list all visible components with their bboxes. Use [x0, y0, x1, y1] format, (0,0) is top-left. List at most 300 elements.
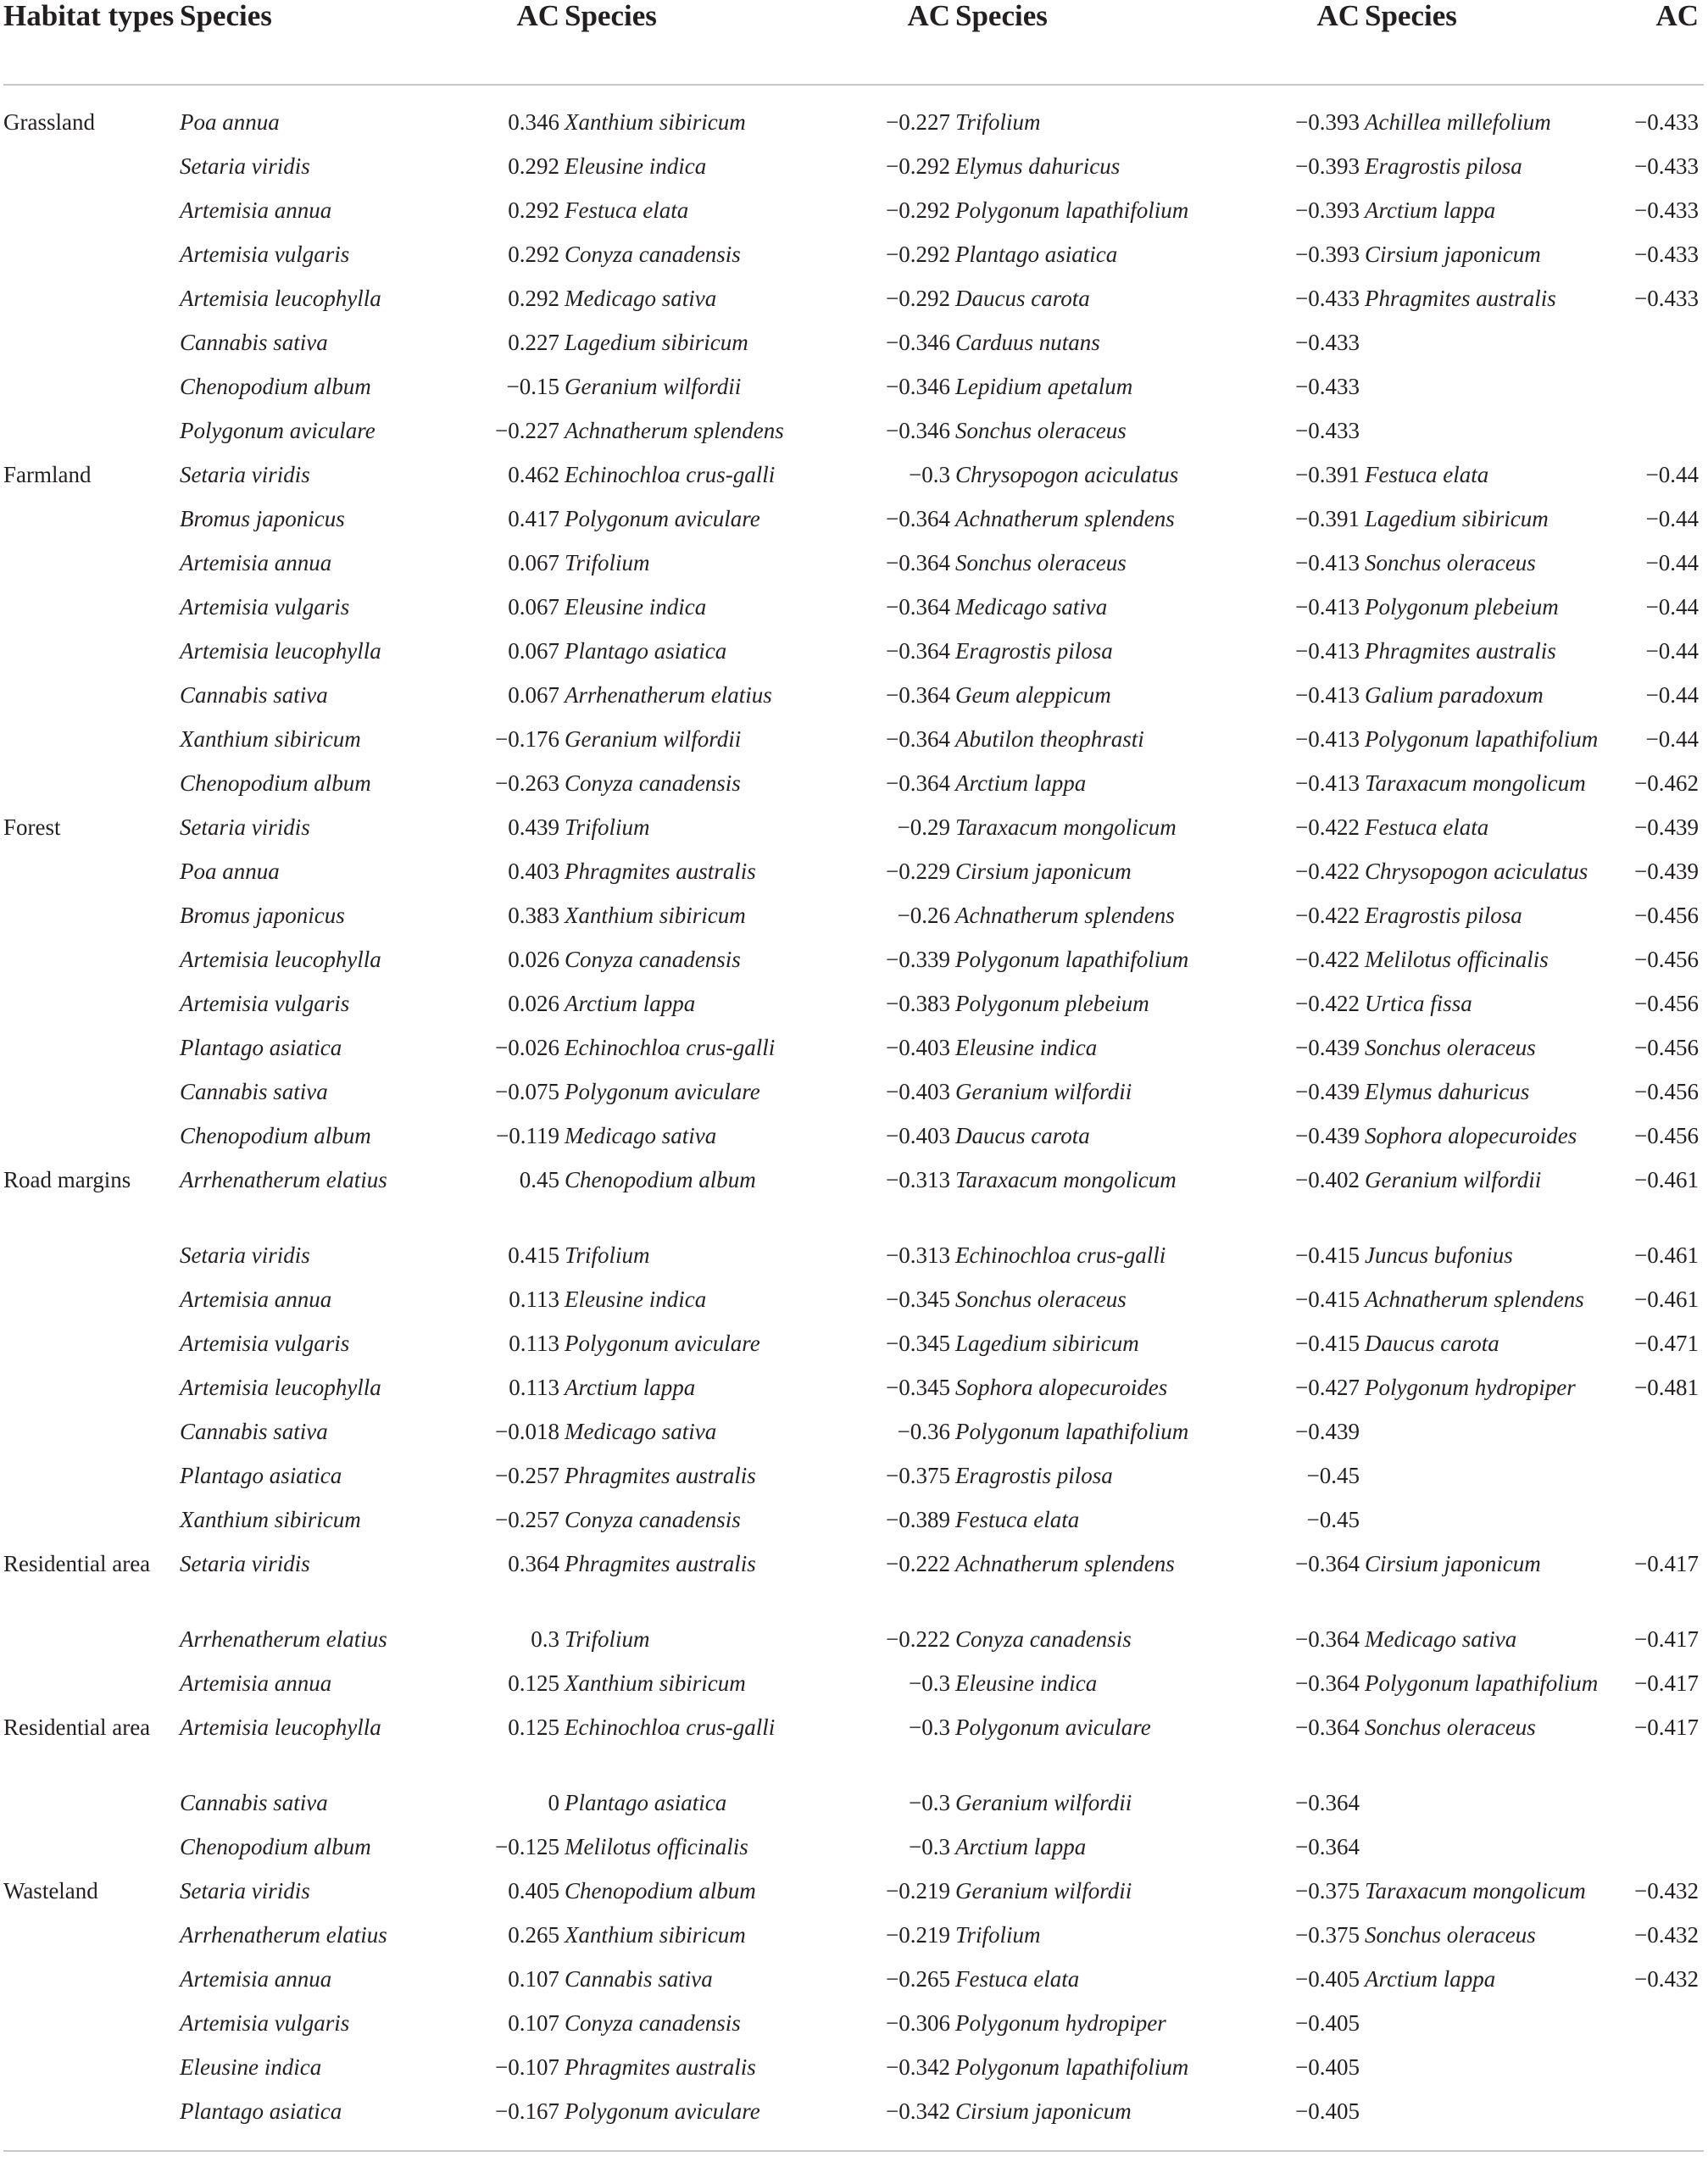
ac-value-cell: 0.383	[508, 903, 559, 928]
species-cell: Echinochloa crus-galli	[565, 462, 776, 487]
ac-value-cell	[1611, 2052, 1704, 2096]
table-row	[3, 1284, 1704, 1328]
species-cell: Taraxacum mongolicum	[955, 814, 1177, 840]
ac-value-cell: −0.222	[886, 1626, 950, 1652]
ac-value-cell: −0.3	[909, 1790, 950, 1815]
ac-value-cell: −0.405	[1295, 2054, 1360, 2080]
species-cell: Trifolium	[565, 550, 650, 575]
ac-value-cell: −0.364	[1295, 1670, 1360, 1696]
ac-value-cell: 0.405	[508, 1878, 559, 1904]
table-row	[3, 1120, 1704, 1164]
header-habitat-types: Habitat types	[3, 0, 180, 85]
ac-value-cell: 0.113	[509, 1331, 559, 1356]
table-row	[3, 2096, 1704, 2151]
species-cell: Chenopodium album	[565, 1167, 756, 1192]
ac-value-cell: −0.402	[1295, 1167, 1360, 1192]
species-cell: Plantago asiatica	[565, 1790, 727, 1815]
ac-value-cell: −0.456	[1634, 1123, 1699, 1148]
species-cell: Daucus carota	[955, 286, 1090, 311]
table-row	[3, 1076, 1704, 1120]
species-cell: Phragmites australis	[565, 1463, 756, 1488]
table-row	[3, 2052, 1704, 2096]
habitat-type-cell	[3, 1032, 180, 1076]
species-cell: Eragrostis pilosa	[1365, 903, 1522, 928]
ac-value-cell: −0.167	[453, 2096, 565, 2151]
species-cell: Eleusine indica	[955, 1035, 1098, 1060]
ac-value-cell: −0.346	[886, 418, 950, 443]
species-cell: Cirsium japonicum	[955, 859, 1132, 884]
ac-value-cell	[1611, 415, 1704, 459]
species-cell: Setaria viridis	[180, 1551, 310, 1576]
ac-value-cell: −0.471	[1634, 1331, 1699, 1356]
ac-value-cell: −0.461	[1634, 1167, 1699, 1192]
table-row	[3, 1416, 1704, 1460]
species-cell: Setaria viridis	[180, 1242, 310, 1268]
species-cell: Carduus nutans	[955, 330, 1100, 355]
species-cell: Polygonum aviculare	[955, 1715, 1151, 1740]
habitat-type-cell	[3, 503, 180, 547]
ac-value-cell: −0.107	[495, 2054, 559, 2080]
ac-value-cell: −0.342	[843, 2096, 955, 2151]
species-cell: Cirsium japonicum	[1365, 242, 1541, 267]
habitat-type-cell	[3, 1964, 180, 2008]
species-cell: Festuca elata	[1365, 814, 1489, 840]
ac-value-cell: −0.026	[495, 1035, 559, 1060]
ac-value-cell: −0.433	[1634, 286, 1699, 311]
species-cell: Chrysopogon aciculatus	[955, 462, 1179, 487]
table-row	[3, 636, 1704, 680]
species-cell: Artemisia annua	[180, 197, 332, 223]
ac-value-cell: −0.439	[1634, 859, 1699, 884]
ac-value-cell: −0.456	[1634, 903, 1699, 928]
species-cell: Medicago sativa	[955, 594, 1108, 620]
ac-value-cell: −0.15	[506, 374, 559, 399]
species-cell: Chenopodium album	[180, 374, 371, 399]
species-cell: Artemisia vulgaris	[180, 991, 350, 1016]
habitat-type-cell: Forest	[3, 814, 61, 840]
ac-value-cell: −0.257	[495, 1463, 559, 1488]
ac-value-cell: −0.44	[1645, 594, 1699, 620]
species-cell: Sonchus oleraceus	[955, 1287, 1127, 1312]
ac-value-cell: −0.415	[1295, 1331, 1360, 1356]
species-cell: Medicago sativa	[1365, 1626, 1517, 1652]
species-cell: Poa annua	[180, 109, 280, 135]
ac-value-cell: 0.107	[508, 1966, 559, 1992]
ac-value-cell: −0.433	[1634, 197, 1699, 223]
species-cell: Cirsium japonicum	[955, 2096, 1255, 2151]
species-cell: Artemisia vulgaris	[180, 2010, 350, 2036]
species-cell: Eleusine indica	[565, 153, 707, 179]
species-cell: Polygonum aviculare	[565, 2096, 843, 2151]
ac-value-cell: −0.229	[886, 859, 950, 884]
species-cell: Daucus carota	[1365, 1331, 1499, 1356]
species-cell: Melilotus officinalis	[565, 1834, 748, 1859]
species-cell: Cannabis sativa	[180, 1079, 328, 1104]
table-row	[3, 812, 1704, 856]
ac-value-cell	[1611, 371, 1704, 415]
header-species-4: Species	[1365, 0, 1611, 85]
ac-value-cell: −0.433	[1295, 418, 1360, 443]
ac-value-cell: −0.427	[1295, 1375, 1360, 1400]
species-cell: Xanthium sibiricum	[180, 726, 361, 752]
ac-value-cell: −0.417	[1634, 1715, 1699, 1740]
ac-value-cell: −0.393	[1295, 197, 1360, 223]
habitat-type-cell	[3, 547, 180, 592]
ac-value-cell: −0.292	[886, 286, 950, 311]
species-cell: Xanthium sibiricum	[180, 1507, 361, 1532]
species-cell: Artemisia leucophylla	[180, 1375, 381, 1400]
ac-value-cell: −0.222	[886, 1551, 950, 1576]
table-row	[3, 1328, 1704, 1372]
ac-value-cell: −0.403	[886, 1123, 950, 1148]
species-cell: Festuca elata	[565, 197, 689, 223]
ac-value-cell: −0.346	[886, 374, 950, 399]
header-ac-4: AC	[1611, 0, 1704, 85]
ac-value-cell: 0.067	[508, 682, 559, 708]
table-row	[3, 547, 1704, 592]
ac-value-cell: −0.422	[1295, 903, 1360, 928]
species-cell: Sonchus oleraceus	[955, 550, 1127, 575]
ac-value-cell: 0.292	[508, 286, 559, 311]
ac-value-cell: −0.3	[909, 1670, 950, 1696]
species-cell: Arctium lappa	[565, 991, 696, 1016]
table-row	[3, 724, 1704, 768]
ac-value-cell: −0.413	[1295, 594, 1360, 620]
ac-value-cell: −0.417	[1634, 1670, 1699, 1696]
ac-value-cell: −0.375	[1295, 1922, 1360, 1948]
habitat-type-cell: Residential area	[3, 1551, 151, 1576]
species-cell: Sonchus oleraceus	[1365, 1035, 1536, 1060]
ac-value-cell: −0.456	[1634, 1035, 1699, 1060]
ac-value-cell: −0.422	[1295, 947, 1360, 972]
species-cell	[1365, 1787, 1611, 1831]
habitat-type-cell	[3, 680, 180, 724]
species-cell: Polygonum lapathifolium	[955, 947, 1189, 972]
species-cell: Setaria viridis	[180, 814, 310, 840]
species-cell: Phragmites australis	[565, 2054, 756, 2080]
species-cell: Plantago asiatica	[955, 242, 1118, 267]
ac-value-cell: −0.389	[886, 1507, 950, 1532]
species-cell: Taraxacum mongolicum	[1365, 770, 1586, 796]
species-cell: Trifolium	[565, 1242, 650, 1268]
ac-value-cell: 0.227	[508, 330, 559, 355]
species-cell: Achillea millefolium	[1365, 109, 1551, 135]
species-cell: Lagedium sibiricum	[1365, 506, 1549, 531]
table-row	[3, 503, 1704, 547]
habitat-type-cell	[3, 1372, 180, 1416]
ac-value-cell: −0.439	[1295, 1035, 1360, 1060]
species-cell: Elymus dahuricus	[1365, 1079, 1530, 1104]
ac-value-cell: −0.345	[886, 1375, 950, 1400]
ac-value-cell: −0.364	[886, 638, 950, 664]
table-row	[3, 1548, 1704, 1624]
species-cell: Polygonum plebeium	[955, 991, 1149, 1016]
ac-value-cell: −0.292	[886, 153, 950, 179]
ac-value-cell: 0.026	[508, 991, 559, 1016]
ac-value-cell: −0.439	[1295, 1079, 1360, 1104]
ac-value-cell: −0.364	[1295, 1715, 1360, 1740]
species-cell: Lagedium sibiricum	[955, 1331, 1139, 1356]
habitat-type-cell	[3, 900, 180, 944]
habitat-species-ac-table	[3, 0, 1704, 2152]
species-cell: Conyza canadensis	[565, 770, 741, 796]
table-row	[3, 1032, 1704, 1076]
table-row	[3, 1240, 1704, 1284]
header-row	[3, 0, 1704, 85]
habitat-type-cell	[3, 724, 180, 768]
species-cell: Melilotus officinalis	[1365, 947, 1549, 972]
habitat-type-cell	[3, 1416, 180, 1460]
ac-value-cell: −0.413	[1295, 638, 1360, 664]
species-cell: Sophora alopecuroides	[955, 1375, 1168, 1400]
ac-value-cell: −0.3	[909, 1715, 950, 1740]
species-cell: Eleusine indica	[565, 1287, 707, 1312]
species-cell: Artemisia leucophylla	[180, 638, 381, 664]
table-row	[3, 327, 1704, 371]
table-row	[3, 1712, 1704, 1787]
habitat-type-cell	[3, 1920, 180, 1964]
ac-value-cell: 0.107	[508, 2010, 559, 2036]
ac-value-cell	[1611, 1831, 1704, 1876]
ac-value-cell: −0.415	[1295, 1287, 1360, 1312]
ac-value-cell: −0.227	[886, 109, 950, 135]
species-cell: Xanthium sibiricum	[565, 109, 746, 135]
species-cell: Polygonum lapathifolium	[1365, 726, 1599, 752]
table-row	[3, 680, 1704, 724]
ac-value-cell: −0.263	[495, 770, 559, 796]
ac-value-cell: −0.306	[886, 2010, 950, 2036]
habitat-type-cell	[3, 371, 180, 415]
ac-value-cell: −0.313	[886, 1242, 950, 1268]
species-cell: Artemisia annua	[180, 1670, 332, 1696]
ac-value-cell: −0.405	[1255, 2096, 1365, 2151]
ac-value-cell: −0.393	[1295, 242, 1360, 267]
ac-value-cell: 0.292	[508, 153, 559, 179]
ac-value-cell: −0.433	[1295, 330, 1360, 355]
species-cell: Geranium wilfordii	[955, 1878, 1132, 1904]
ac-value-cell: −0.375	[1295, 1878, 1360, 1904]
habitat-type-cell	[3, 327, 180, 371]
species-cell: Taraxacum mongolicum	[955, 1167, 1177, 1192]
ac-value-cell: 0.113	[509, 1375, 559, 1400]
ac-value-cell: −0.403	[886, 1079, 950, 1104]
table-row	[3, 1876, 1704, 1920]
species-cell: Polygonum hydropiper	[955, 2010, 1166, 2036]
ac-value-cell: −0.422	[1295, 991, 1360, 1016]
species-cell: Sonchus oleraceus	[1365, 1715, 1536, 1740]
habitat-type-cell	[3, 151, 180, 195]
ac-value-cell: −0.364	[886, 550, 950, 575]
ac-value-cell: −0.433	[1295, 374, 1360, 399]
table-row	[3, 1964, 1704, 2008]
ac-value-cell: −0.364	[886, 682, 950, 708]
ac-value-cell: −0.461	[1634, 1287, 1699, 1312]
ac-value-cell: −0.44	[1645, 506, 1699, 531]
species-cell: Arrhenatherum elatius	[565, 682, 772, 708]
table-row	[3, 1164, 1704, 1240]
ac-value-cell: −0.391	[1295, 462, 1360, 487]
header-ac-2: AC	[843, 0, 955, 85]
ac-value-cell: −0.364	[886, 594, 950, 620]
habitat-type-cell	[3, 1504, 180, 1548]
habitat-type-cell	[3, 415, 180, 459]
species-cell: Bromus japonicus	[180, 506, 345, 531]
table-row	[3, 283, 1704, 327]
species-cell: Arrhenatherum elatius	[180, 1626, 387, 1652]
ac-value-cell: −0.3	[909, 462, 950, 487]
habitat-type-cell	[3, 1120, 180, 1164]
species-cell: Polygonum lapathifolium	[955, 2054, 1189, 2080]
habitat-type-cell	[3, 592, 180, 636]
species-cell: Achnatherum splendens	[565, 418, 784, 443]
species-cell: Artemisia leucophylla	[180, 286, 381, 311]
table-header	[3, 0, 1704, 85]
species-cell: Conyza canadensis	[955, 1626, 1132, 1652]
ac-value-cell: 0.462	[508, 462, 559, 487]
ac-value-cell: −0.422	[1295, 814, 1360, 840]
species-cell: Setaria viridis	[180, 1878, 310, 1904]
species-cell: Poa annua	[180, 859, 280, 884]
ac-value-cell: −0.433	[1634, 109, 1699, 135]
species-cell: Sophora alopecuroides	[1365, 1123, 1577, 1148]
ac-value-cell: −0.45	[1306, 1463, 1360, 1488]
species-cell: Lepidium apetalum	[955, 374, 1133, 399]
species-cell: Sonchus oleraceus	[1365, 1922, 1536, 1948]
table-body	[3, 85, 1704, 2151]
habitat-type-cell	[3, 1668, 180, 1712]
species-cell: Arctium lappa	[1365, 1966, 1496, 1992]
ac-value-cell: 0.45	[519, 1167, 559, 1192]
species-cell: Artemisia vulgaris	[180, 1331, 350, 1356]
ac-value-cell: 0.292	[508, 242, 559, 267]
species-cell: Sonchus oleraceus	[955, 418, 1127, 443]
species-cell: Lagedium sibiricum	[565, 330, 748, 355]
species-cell: Festuca elata	[955, 1507, 1080, 1532]
ac-value-cell: −0.393	[1295, 109, 1360, 135]
species-cell: Arrhenatherum elatius	[180, 1167, 387, 1192]
species-cell: Eragrostis pilosa	[955, 638, 1113, 664]
header-ac-3: AC	[1255, 0, 1365, 85]
ac-value-cell: −0.375	[886, 1463, 950, 1488]
habitat-type-cell	[3, 2052, 180, 2096]
header-species-3: Species	[955, 0, 1255, 85]
species-cell: Cannabis sativa	[180, 330, 328, 355]
species-cell: Phragmites australis	[565, 859, 756, 884]
ac-value-cell: −0.345	[886, 1331, 950, 1356]
ac-value-cell: −0.44	[1645, 682, 1699, 708]
species-cell: Polygonum hydropiper	[1365, 1375, 1576, 1400]
species-cell: Cirsium japonicum	[1365, 1551, 1541, 1576]
habitat-type-cell	[3, 283, 180, 327]
ac-value-cell: −0.432	[1634, 1966, 1699, 1992]
species-cell: Chrysopogon aciculatus	[1365, 859, 1588, 884]
species-cell	[1365, 327, 1611, 371]
species-cell: Setaria viridis	[180, 462, 310, 487]
species-cell: Xanthium sibiricum	[565, 1922, 746, 1948]
ac-value-cell: −0.456	[1634, 991, 1699, 1016]
habitat-type-cell	[3, 856, 180, 900]
species-cell: Conyza canadensis	[565, 947, 741, 972]
species-cell: Festuca elata	[955, 1966, 1080, 1992]
species-cell: Urtica fissa	[1365, 991, 1472, 1016]
species-cell: Medicago sativa	[565, 1419, 717, 1444]
species-cell: Daucus carota	[955, 1123, 1090, 1148]
ac-value-cell: −0.413	[1295, 682, 1360, 708]
species-cell: Arctium lappa	[565, 1375, 696, 1400]
species-cell: Cannabis sativa	[180, 682, 328, 708]
species-cell	[1365, 1504, 1611, 1548]
species-cell: Polygonum aviculare	[565, 506, 760, 531]
species-cell: Arctium lappa	[1365, 197, 1496, 223]
ac-value-cell: −0.313	[886, 1167, 950, 1192]
table-row	[3, 151, 1704, 195]
species-cell: Chenopodium album	[565, 1878, 756, 1904]
ac-value-cell: 0.125	[508, 1715, 559, 1740]
ac-value-cell: −0.432	[1634, 1878, 1699, 1904]
ac-value-cell: −0.433	[1295, 286, 1360, 311]
species-cell: Elymus dahuricus	[955, 153, 1121, 179]
species-cell: Artemisia leucophylla	[180, 947, 381, 972]
species-cell: Cannabis sativa	[565, 1966, 713, 1992]
habitat-type-cell	[3, 1787, 180, 1831]
ac-value-cell: −0.415	[1295, 1242, 1360, 1268]
ac-value-cell: −0.403	[886, 1035, 950, 1060]
habitat-type-cell: Wasteland	[3, 1878, 98, 1904]
ac-value-cell	[1611, 1504, 1704, 1548]
species-cell: Polygonum lapathifolium	[955, 197, 1189, 223]
species-cell: Polygonum aviculare	[565, 1331, 760, 1356]
header-ac-1: AC	[453, 0, 565, 85]
species-cell: Arrhenatherum elatius	[180, 1922, 387, 1948]
ac-value-cell: 0	[548, 1790, 559, 1815]
ac-value-cell: −0.176	[495, 726, 559, 752]
ac-value-cell	[1611, 327, 1704, 371]
table-row	[3, 239, 1704, 283]
species-cell: Plantago asiatica	[180, 1035, 342, 1060]
species-cell: Artemisia leucophylla	[180, 1715, 381, 1740]
ac-value-cell: −0.364	[1295, 1551, 1360, 1576]
habitat-type-cell	[3, 944, 180, 988]
ac-value-cell: −0.3	[909, 1834, 950, 1859]
species-cell: Plantago asiatica	[565, 638, 727, 664]
ac-value-cell: −0.119	[496, 1123, 559, 1148]
ac-value-cell: −0.018	[495, 1419, 559, 1444]
habitat-type-cell	[3, 768, 180, 812]
ac-value-cell: −0.339	[886, 947, 950, 972]
species-cell: Juncus bufonius	[1365, 1242, 1513, 1268]
species-cell: Echinochloa crus-galli	[565, 1715, 776, 1740]
habitat-type-cell: Farmland	[3, 462, 92, 487]
ac-value-cell: 0.439	[508, 814, 559, 840]
ac-value-cell: 0.067	[508, 638, 559, 664]
ac-value-cell: −0.29	[897, 814, 950, 840]
ac-value-cell: −0.125	[495, 1834, 559, 1859]
species-cell: Achnatherum splendens	[955, 903, 1175, 928]
species-cell	[1365, 2096, 1611, 2151]
ac-value-cell: −0.292	[886, 242, 950, 267]
ac-value-cell: −0.481	[1634, 1375, 1699, 1400]
ac-value-cell	[1611, 1787, 1704, 1831]
ac-value-cell: 0.292	[508, 197, 559, 223]
species-cell	[1365, 2008, 1611, 2052]
species-cell: Trifolium	[565, 1626, 650, 1652]
ac-value-cell: −0.432	[1634, 1922, 1699, 1948]
ac-value-cell: −0.383	[886, 991, 950, 1016]
ac-value-cell: 0.346	[508, 109, 559, 135]
species-cell	[1365, 1460, 1611, 1504]
species-cell: Geranium wilfordii	[565, 726, 742, 752]
table-row	[3, 768, 1704, 812]
